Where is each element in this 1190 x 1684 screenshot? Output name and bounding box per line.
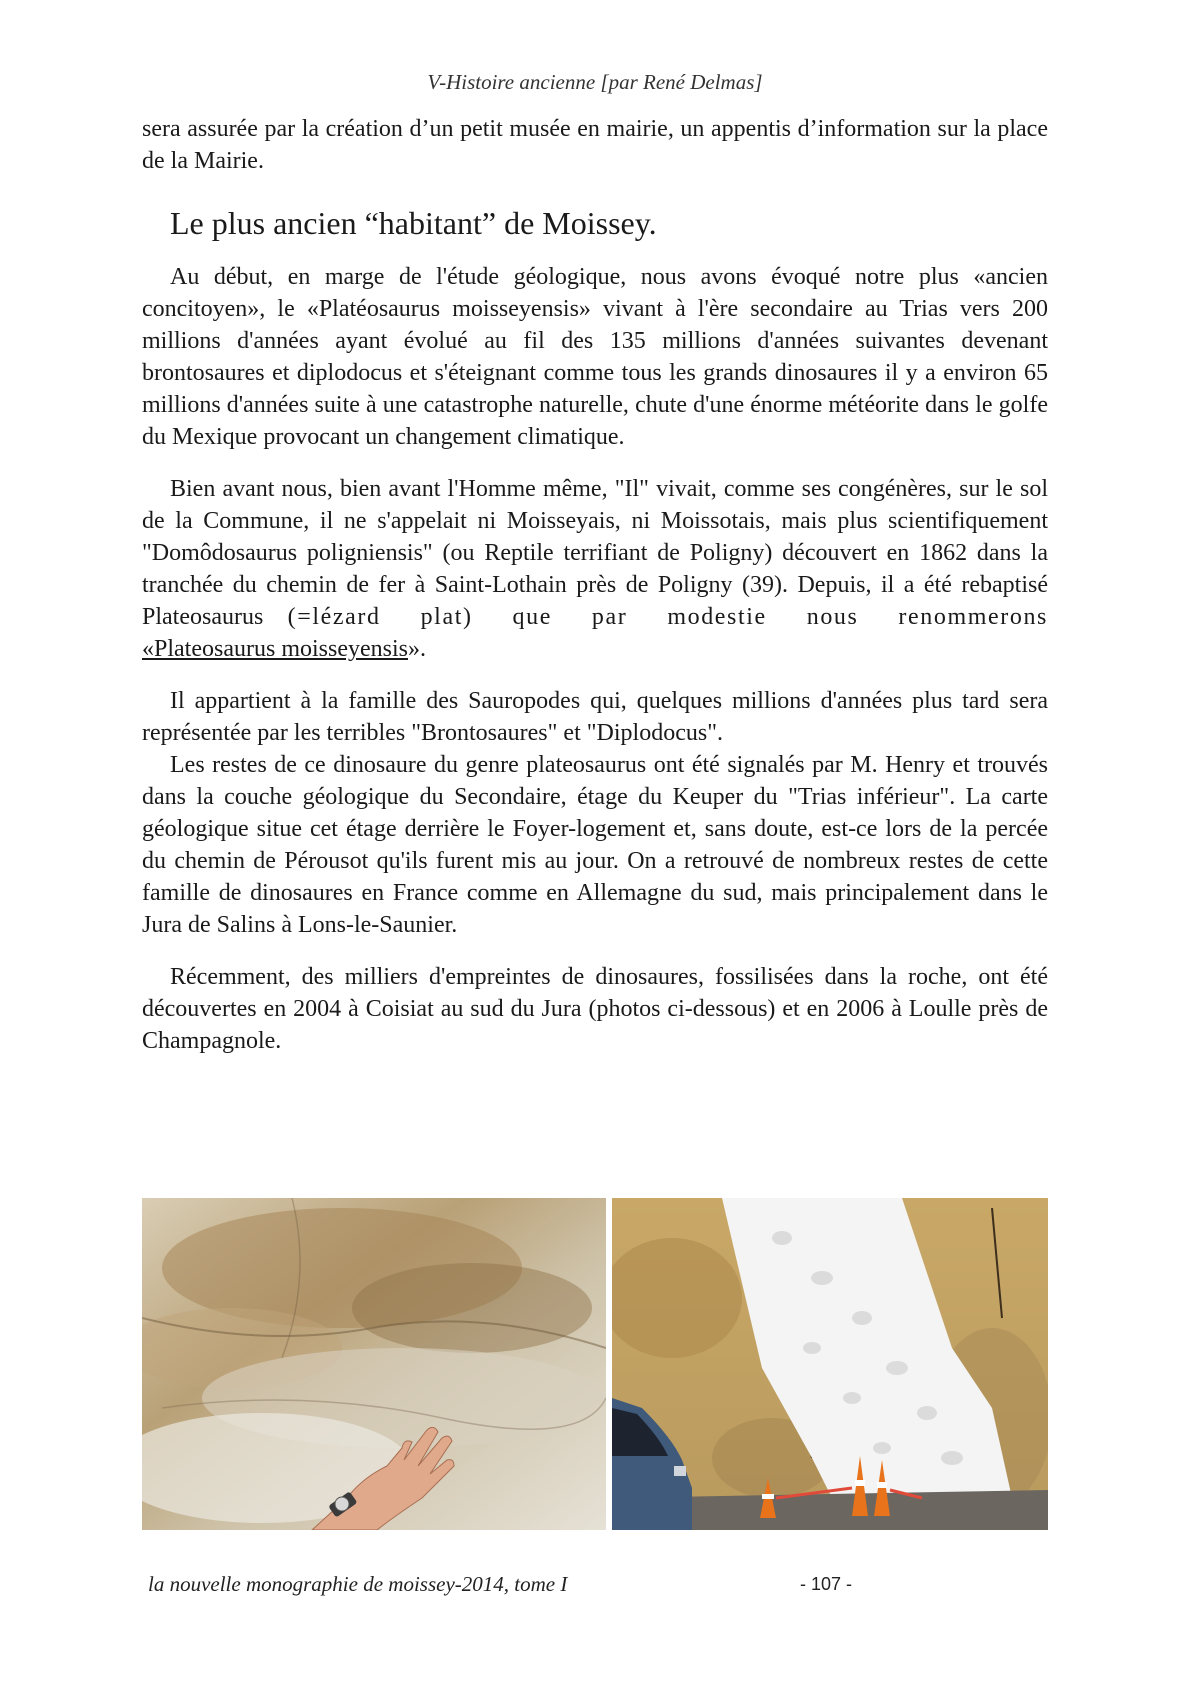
whitewashed-rock-image (612, 1198, 1048, 1530)
footprint-rock-photo (142, 1198, 606, 1530)
intro-paragraph: sera assurée par la création d’un petit musée en mairie, un appentis d’information sur la place de la Mairie. (142, 116, 1048, 174)
plateosaurus-link[interactable]: «Plateosaurus moisseyensis (142, 636, 408, 662)
running-header: V-Histoire ancienne [par René Delmas] (427, 70, 763, 94)
paragraph-1: Au début, en marge de l'étude géologique, nous avons évoqué notre plus «ancien concitoyen», le «Platéosaurus moisseyensis» vivant à l'ère secondaire au Trias vers 200 millions d'années ayant évolué au fil des 135 millions d'années suivantes devenant brontosaures et diplodocus et s'éteignant comme tous les grands dinosaures il y a environ 65 millions d'années suite à une catastrophe naturelle, chute d'une énorme météorite dans le golfe du Mexique provocant un changement climatique. (142, 264, 1048, 450)
paragraph-2 (142, 473, 1048, 665)
paragraph-2-tracked: (=lézard plat) que par modestie nous renommerons (287, 604, 1048, 630)
paragraph-5: Récemment, des milliers d'empreintes de dinosaures, fossilisées dans la roche, ont été découvertes en 2004 à Coisiat au sud du Jura (photos ci-dessous) et en 2006 à Loulle près de Champagnole. (142, 964, 1048, 1054)
page-number: - 107 - (800, 1574, 853, 1594)
paragraph-4: Les restes de ce dinosaure du genre plateosaurus ont été signalés par M. Henry et trouvés dans la couche géologique du Secondaire, étage du Keuper du "Trias inférieur". La carte géologique situe cet étage derrière le Foyer-logement et, sans doute, est-ce lors de la percée du chemin de Pérousot qu'ils furent mis au jour. On a retrouvé de nombreux restes de cette famille de dinosaures en France comme en Allemagne du sud, mais principalement dans le Jura de Salins à Lons-le-Saunier. (142, 752, 1048, 938)
page-body (142, 113, 1048, 1057)
rock-with-hand-image (142, 1198, 606, 1530)
coisiat-site-photo (612, 1198, 1048, 1530)
footer-title: la nouvelle monographie de moissey-2014, tome I (148, 1572, 568, 1596)
paragraph-2-end: ». (407, 636, 426, 662)
photo-strip (142, 1198, 1048, 1530)
section-title: Le plus ancien “habitant” de Moissey. (170, 205, 657, 241)
paragraph-2-text: Bien avant nous, bien avant l'Homme même, "Il" vivait, comme ses congénères, sur le sol de la Commune, il ne s'appelait ni Moisseyais, ni Moissotais, mais plus scientifiquement "Domôdosaurus poligniensis" (ou Reptile terrifiant de Poligny) découvert en 1862 dans la tranchée du chemin de fer à Saint-Lothain près de Poligny (39). Depuis, il a été rebaptisé Plateosaurus (142, 476, 1048, 630)
paragraph-3: Il appartient à la famille des Sauropodes qui, quelques millions d'années plus tard sera représentée par les terribles "Brontosaures" et "Diplodocus". (142, 688, 1048, 746)
